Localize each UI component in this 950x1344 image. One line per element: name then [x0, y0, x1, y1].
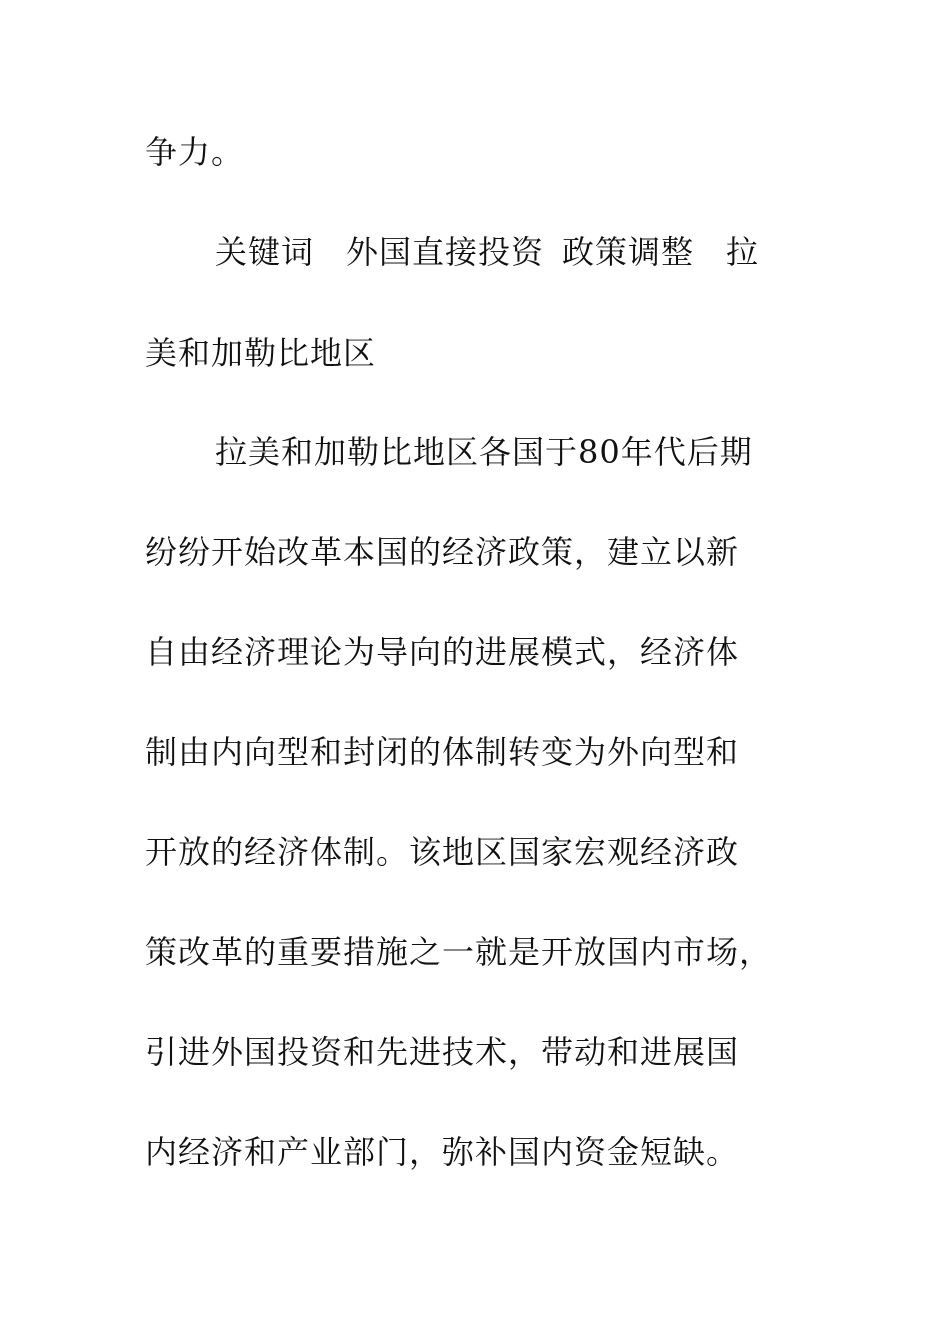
body-line: 自由经济理论为导向的进展模式，经济体	[145, 633, 740, 671]
body-line: 开放的经济体制。该地区国家宏观经济政	[145, 833, 740, 871]
body-line: 制由内向型和封闭的体制转变为外向型和	[145, 733, 740, 771]
keywords-label: 关键词	[215, 233, 315, 271]
body-line: 纷纷开始改革本国的经济政策，建立以新	[145, 533, 740, 571]
paragraph-continuation: 争力。	[145, 133, 245, 171]
keywords-line-2: 美和加勒比地区	[145, 334, 377, 372]
keywords-line-1	[215, 232, 875, 272]
keyword-term-start: 拉	[726, 233, 760, 271]
body-line: 内经济和产业部门，弥补国内资金短缺。	[145, 1133, 740, 1171]
body-line: 引进外国投资和先进技术，带动和进展国	[145, 1033, 740, 1071]
body-line: 拉美和加勒比地区各国于80年代后期	[215, 433, 753, 471]
keyword-term: 外国直接投资	[346, 233, 545, 271]
body-line: 策改革的重要措施之一就是开放国内市场，	[145, 933, 773, 971]
keyword-term: 政策调整	[562, 233, 695, 271]
